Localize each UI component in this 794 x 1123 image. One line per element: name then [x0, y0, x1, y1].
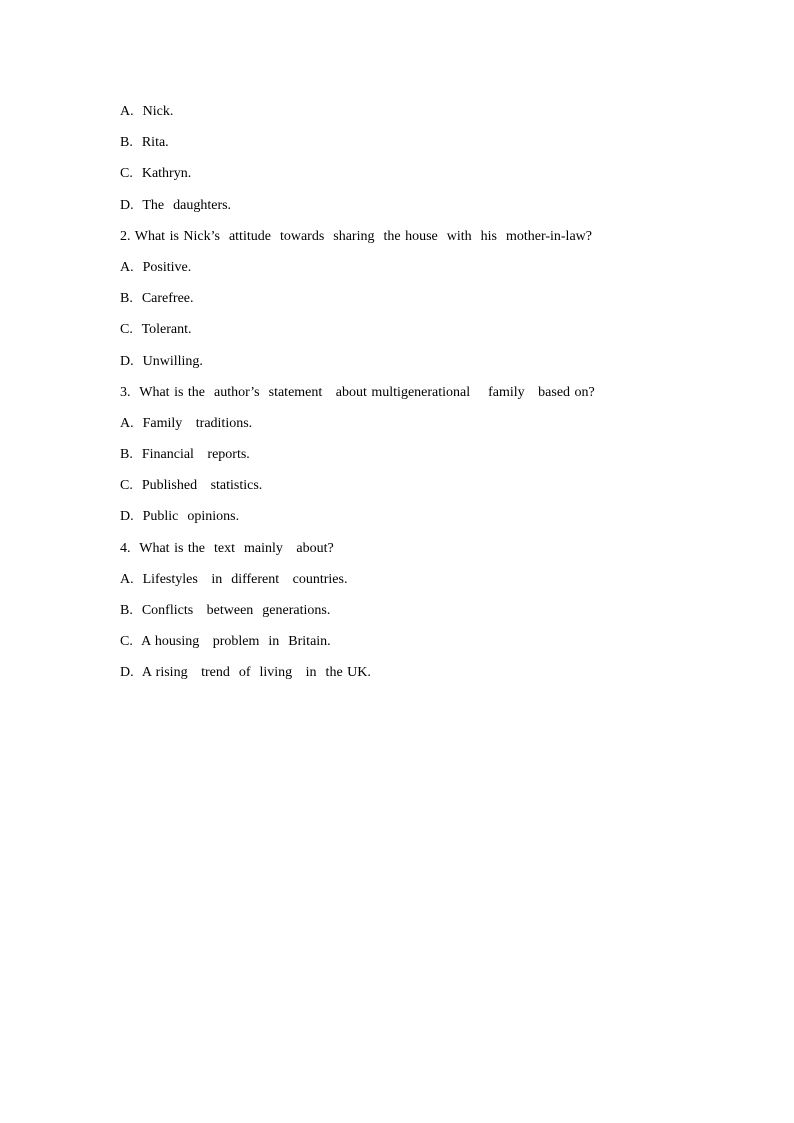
- answer-option: A. Positive.: [120, 259, 192, 275]
- answer-option: D. The daughters.: [120, 197, 232, 213]
- answer-option: D. Unwilling.: [120, 353, 203, 369]
- answer-option: B. Financial reports.: [120, 447, 250, 463]
- answer-option: D. A rising trend of living in the UK.: [120, 665, 371, 681]
- question-text: 4. What is the text mainly about?: [120, 540, 334, 556]
- answer-option: A. Lifestyles in different countries.: [120, 571, 348, 587]
- document-page: [120, 103, 720, 696]
- question-text: 2. What is Nick’s attitude towards sharing the house with his mother-in-law?: [120, 228, 592, 244]
- answer-option: C. Kathryn.: [120, 166, 192, 182]
- answer-option: A. Family traditions.: [120, 415, 253, 431]
- question-text: 3. What is the author’s statement about multigenerational family based on?: [120, 384, 595, 400]
- answer-option: B. Conflicts between generations.: [120, 603, 331, 618]
- answer-option: C. A housing problem in Britain.: [120, 634, 331, 650]
- answer-option: C. Tolerant.: [120, 322, 192, 338]
- answer-option: B. Rita.: [120, 135, 169, 151]
- answer-option: A. Nick.: [120, 104, 174, 119]
- answer-option: D. Public opinions.: [120, 509, 240, 525]
- answer-option: B. Carefree.: [120, 291, 194, 307]
- answer-option: C. Published statistics.: [120, 478, 263, 494]
